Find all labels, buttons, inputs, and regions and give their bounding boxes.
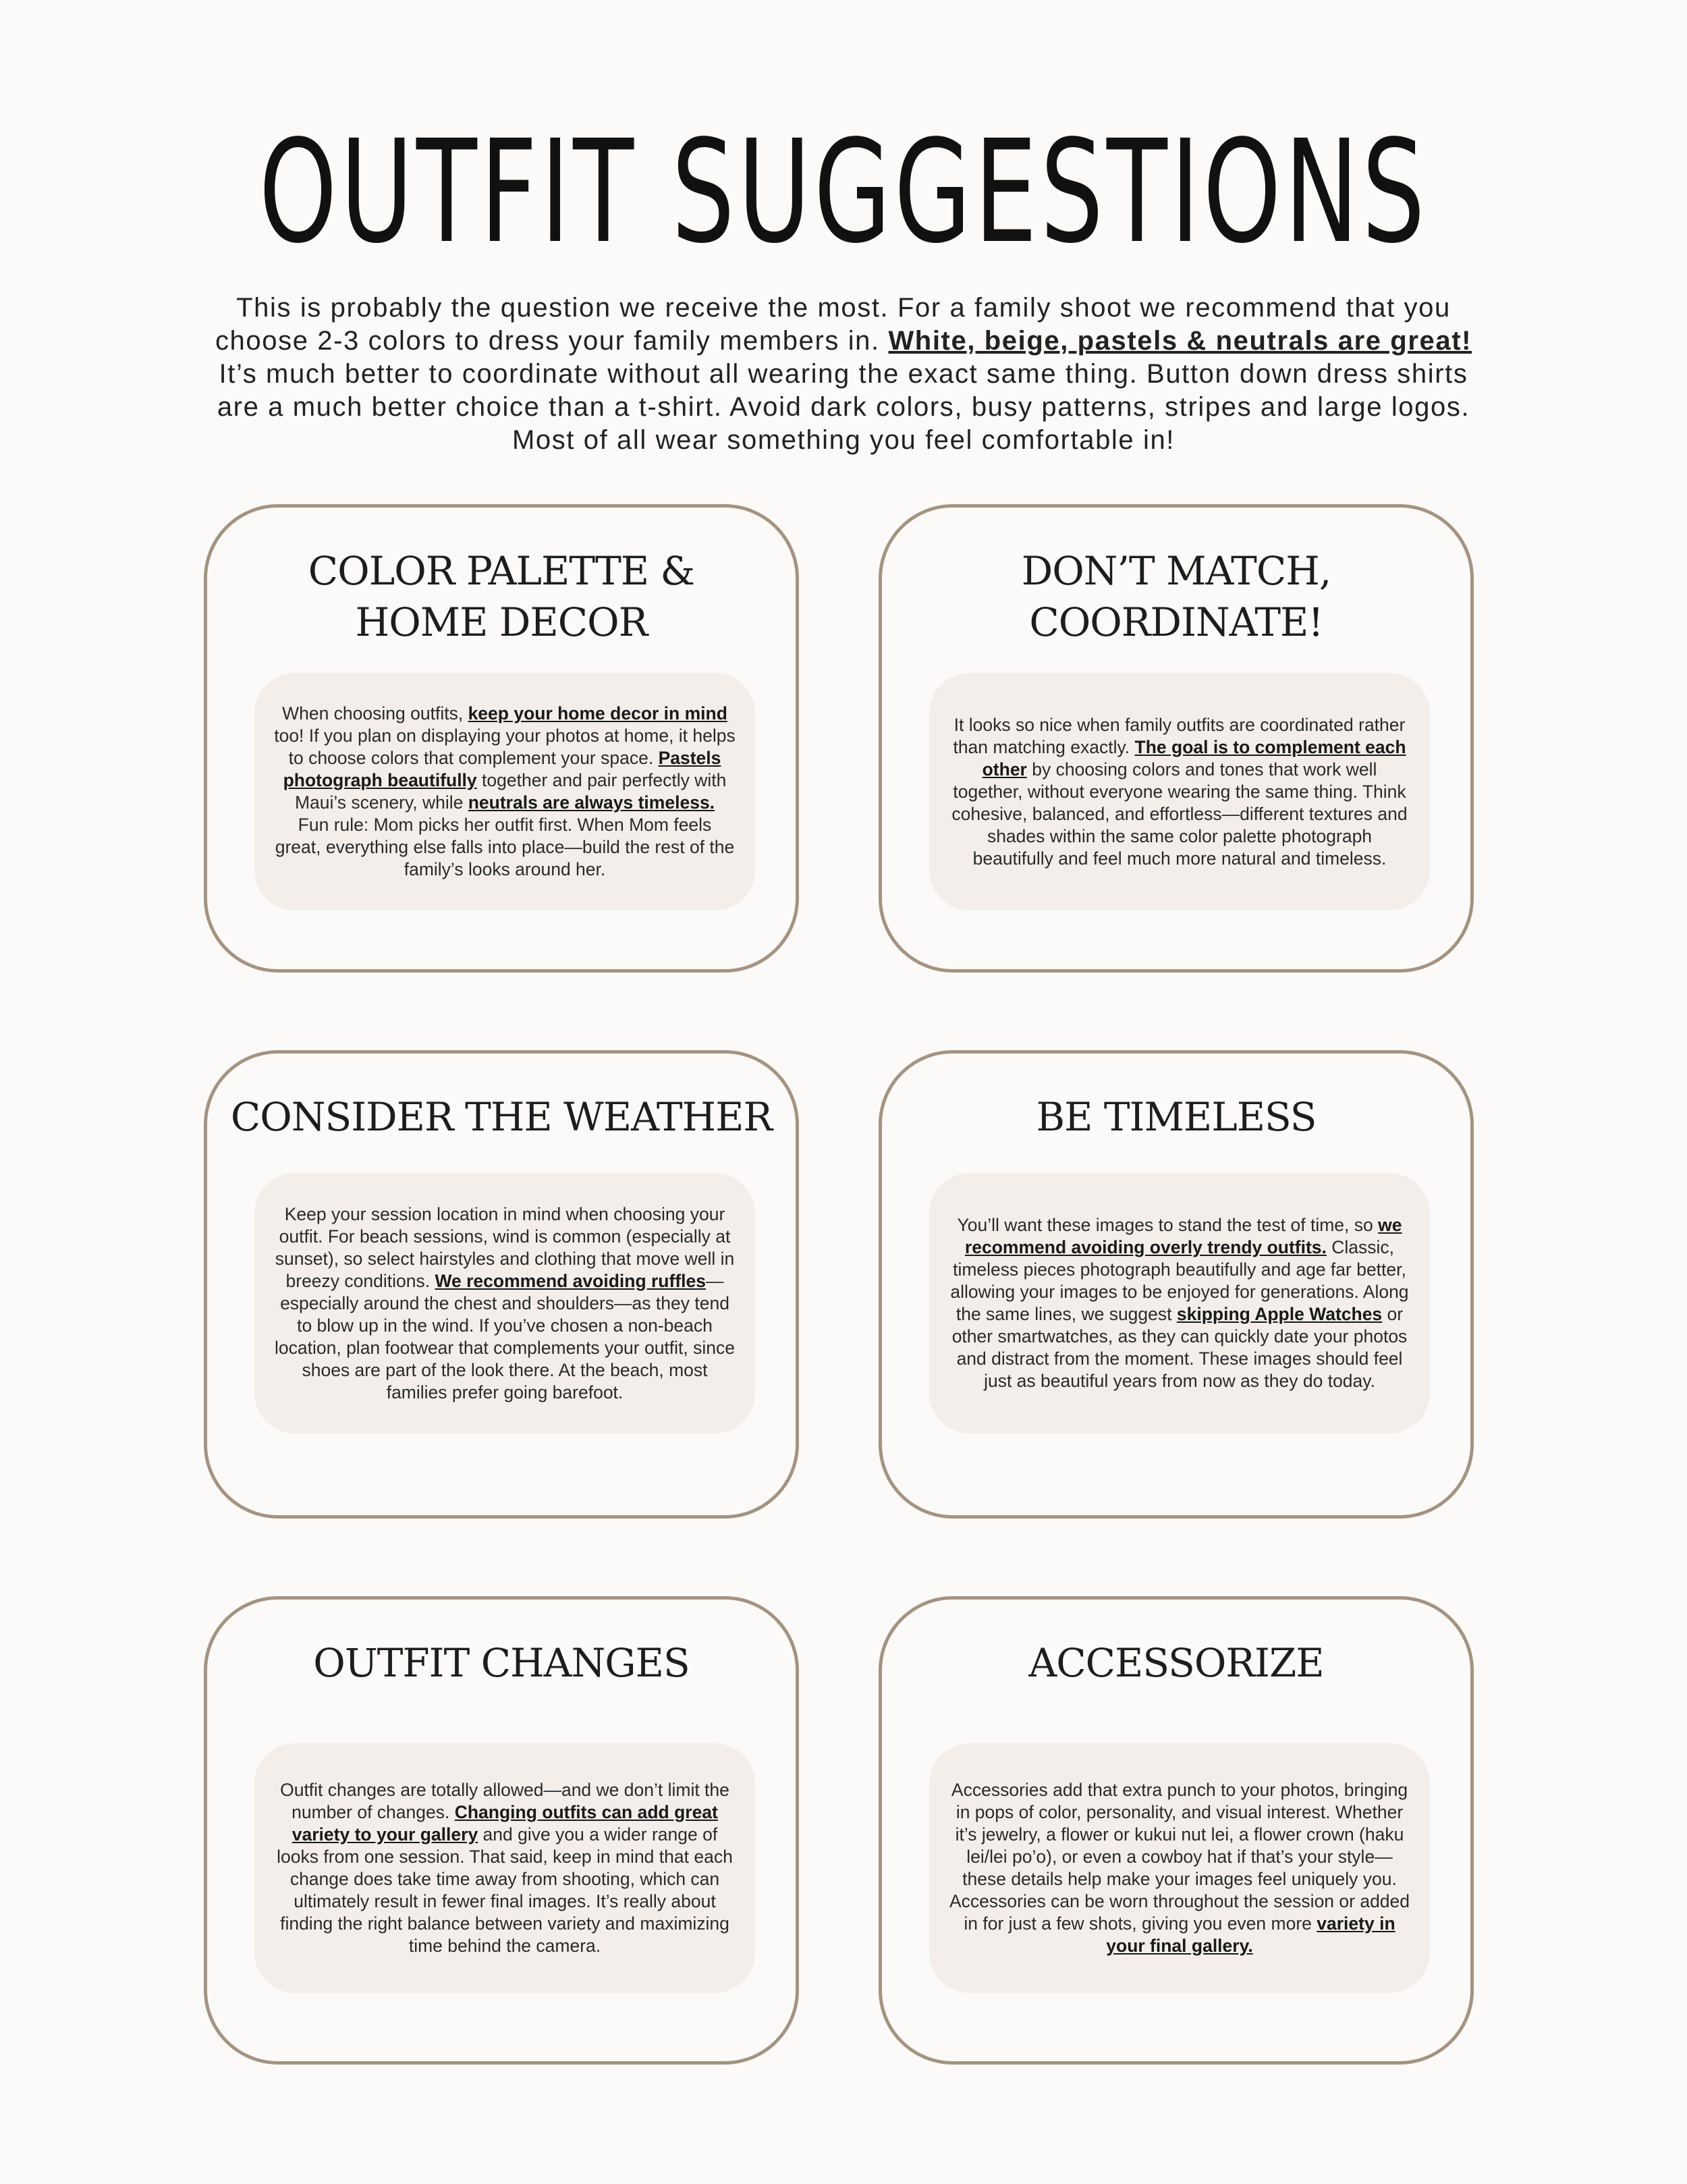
- card-title: BE TIMELESS: [1036, 1094, 1317, 1140]
- card-dont-match: [879, 504, 1474, 973]
- body-text: —especially around the chest and shoulders—as they tend to blow up in the wind. If you’ve chosen a non-beach location, plan footwear that complements your outfit, since shoes are part of the look there. At the beach, most families prefer going barefoot.: [275, 1270, 735, 1402]
- card-consider-weather: [204, 1050, 799, 1519]
- card-body-box: [254, 1173, 755, 1434]
- card-color-palette: [204, 504, 799, 973]
- card-body-box: [254, 1743, 755, 1993]
- body-text: Classic, timeless pieces photograph beautifully and age far better, allowing your images to be enjoyed for generations. Along the same lines, we suggest: [950, 1237, 1409, 1324]
- card-be-timeless: [879, 1050, 1474, 1519]
- card-body: [273, 1203, 736, 1404]
- body-text: When choosing outfits,: [282, 703, 468, 724]
- card-title: CONSIDER THE WEATHER: [230, 1094, 773, 1140]
- card-title: ACCESSORIZE: [1028, 1640, 1324, 1686]
- body-emphasis: we recommend avoiding overly trendy outfits.: [964, 1215, 1402, 1257]
- card-accessorize: [879, 1596, 1474, 2065]
- card-body: [948, 714, 1411, 870]
- body-text: and give you a wider range of looks from one session. That said, keep in mind that each change does take time away from shooting, which can ultimately result in fewer final images. It’s really about finding the right balance between variety and maximizing time behind the camera.: [277, 1824, 733, 1956]
- body-text: Outfit changes are totally allowed—and we don’t limit the number of changes.: [280, 1780, 729, 1822]
- intro-paragraph: [196, 292, 1491, 457]
- card-title-line: DON’T MATCH,: [1021, 548, 1331, 594]
- page-title: OUTFIT SUGGESTIONS: [258, 109, 1429, 275]
- intro-text-continued: It’s much better to coordinate without all wearing the exact same thing. Button down dress shirts are a much better choice than a t-shirt. Avoid dark colors, busy patterns, stripes and large logos. Most of all wear something you feel comfortable in!: [217, 359, 1470, 455]
- card-outfit-changes: [204, 1596, 799, 2065]
- body-emphasis: Pastels photograph beautifully: [283, 748, 721, 790]
- body-text: or other smartwatches, as they can quickly date your photos and distract from the moment. These images should feel just as beautiful years from now as they do today.: [951, 1304, 1408, 1391]
- card-body: [948, 1214, 1411, 1392]
- body-emphasis: neutrals are always timeless.: [468, 792, 715, 813]
- card-title: [882, 545, 1470, 648]
- card-title-line: COLOR PALETTE &: [308, 548, 695, 594]
- body-emphasis: variety in your final gallery.: [1106, 1913, 1395, 1956]
- card-title-line: COORDINATE!: [1029, 599, 1323, 645]
- card-body-box: [254, 673, 755, 910]
- body-emphasis: skipping Apple Watches: [1176, 1304, 1383, 1324]
- card-title: OUTFIT CHANGES: [313, 1640, 690, 1686]
- body-text: too! If you plan on displaying your photos at home, it helps to choose colors that complement your space.: [274, 726, 736, 768]
- intro-emphasis: White, beige, pastels & neutrals are great!: [888, 326, 1472, 356]
- body-text: Keep your session location in mind when choosing your outfit. For beach sessions, wind is common (especially at sunset), so select hairstyles and clothing that move well in breezy conditions.: [275, 1203, 735, 1291]
- card-body-box: [929, 1173, 1430, 1434]
- body-text: Accessories add that extra punch to your photos, bringing in pops of color, personality, and visual interest. Whether it’s jewelry, a flower or kukui nut lei, a flower crown (haku lei/lei po’o), or even a cowboy hat if that’s your style—these details help make your images feel uniquely you. Accessories can be worn throughout the session or added in for just a few shots, giving you even more: [949, 1780, 1410, 1934]
- card-body: [948, 1779, 1411, 1957]
- body-emphasis: keep your home decor in mind: [468, 703, 727, 724]
- card-title-line: HOME DECOR: [355, 599, 648, 645]
- body-text: together and pair perfectly with Maui’s scenery, while: [294, 770, 727, 813]
- card-title: [207, 545, 796, 648]
- card-body: [273, 703, 736, 881]
- card-body-box: [929, 1743, 1430, 1993]
- body-text: by choosing colors and tones that work well together, without everyone wearing the same thing. Think cohesive, balanced, and effortless—different textures and shades within the same color palette photograph beautifully and feel much more natural and timeless.: [951, 759, 1408, 869]
- body-text: Fun rule: Mom picks her outfit first. When Mom feels great, everything else falls into place—build the rest of the family’s looks around her.: [275, 815, 735, 879]
- card-body: [273, 1779, 736, 1957]
- body-emphasis: The goal is to complement each other: [982, 736, 1406, 780]
- body-text: It looks so nice when family outfits are coordinated rather than matching exactly.: [953, 714, 1406, 757]
- body-text: You’ll want these images to stand the test of time, so: [957, 1215, 1379, 1235]
- intro-text: This is probably the question we receive the most. For a family shoot we recommend that you choose 2-3 colors to dress your family members in.: [215, 293, 1451, 356]
- body-emphasis: Changing outfits can add great variety to your gallery: [292, 1802, 718, 1845]
- card-body-box: [929, 673, 1430, 910]
- body-emphasis: We recommend avoiding ruffles: [435, 1270, 706, 1291]
